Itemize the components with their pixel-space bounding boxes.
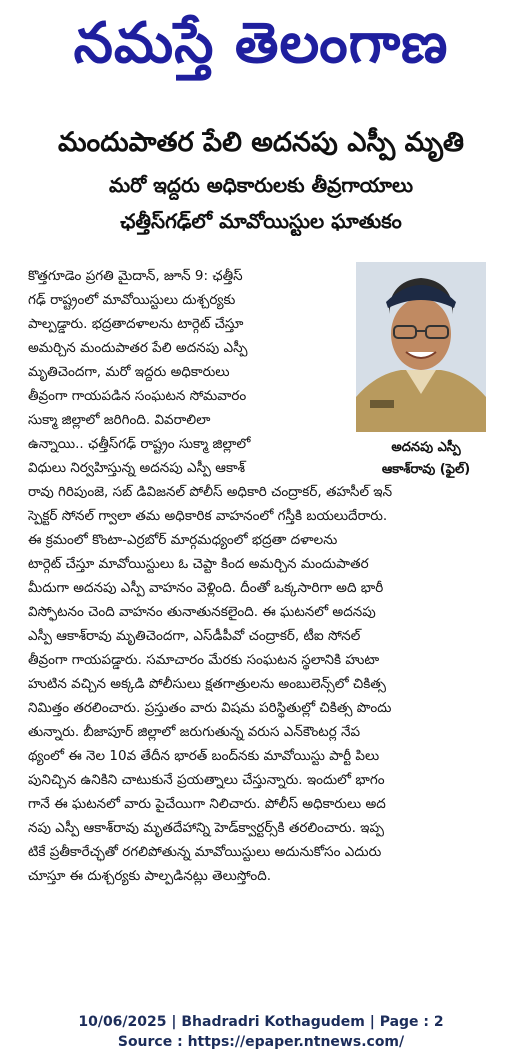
body-line: పాల్పడ్డారు. భద్రతాదళాలను టార్గెట్ చేస్తూ <box>28 316 244 332</box>
footer-edition-info: 10/06/2025 | Bhadradri Kothagudem | Page : 2 <box>78 1014 444 1030</box>
article-headline: మందుపాతర పేలి అదనపు ఎస్పీ మృతి <box>57 127 464 158</box>
body-line: ఈ క్రమంలో కొంటా-ఎర్రబోర్ మార్గమధ్యంలో భద్రతా దళాలను <box>28 532 338 548</box>
body-line: నపు ఎస్పీ ఆకాశ్‌రావు మృతదేహాన్ని హెడ్‌క్వార్టర్స్‌కి తరలించారు. ఇప్ప <box>28 820 384 836</box>
body-line: విస్ఫోటనం చెంది వాహనం తునాతునకలైంది. ఈ ఘటనలో అదనపు <box>28 604 376 620</box>
body-line: థ్యంలో ఈ నెల 10వ తేదీన భారత్ బంద్‌నకు మావోయిస్టు పార్టీ పిలు <box>28 748 380 764</box>
body-line: నిమిత్తం తరలించారు. ప్రస్తుతం వారు విషమ పరిస్థితుల్లో చికిత్స పొందు <box>28 700 392 716</box>
footer-source-link[interactable]: Source : https://epaper.ntnews.com/ <box>117 1034 405 1050</box>
body-line: చూస్తూ ఈ దుశ్చర్యకు పాల్పడినట్లు తెలుస్తోంది. <box>28 868 272 884</box>
body-line: కొత్తగూడెం ప్రగతి మైదాన్, జూన్ 9: ఛత్తీస్ <box>28 268 243 284</box>
body-line: మీదుగా అదనపు ఎస్పీ వాహనం వెళ్లింది. దీంతో ఒక్కసారిగా అది భారీ <box>28 580 384 596</box>
body-line: గానే ఈ ఘటనలో వారు పైచేయిగా నిలిచారు. పోలీస్ అధికారులు అద <box>28 796 386 812</box>
body-line: హుటిన వచ్చిన అక్కడి పోలీసులు క్షతగాత్రులను అంబులెన్స్‌లో చికిత్స <box>28 676 386 692</box>
body-line: పునిచ్చిన ఉనికిని చాటుకునే ప్రయత్నాలు చేస్తున్నారు. ఇందులో భాగం <box>28 772 385 788</box>
article-subhead-1: మరో ఇద్దరు అధికారులకు తీవ్రగాయాలు <box>108 173 414 197</box>
body-line: తీవ్రంగా గాయపడ్డారు. సమాచారం మేరకు సంఘటన స్థలానికి హుటా <box>28 652 380 668</box>
body-line: విధులు నిర్వహిస్తున్న అదనపు ఎస్పీ ఆకాశ్ <box>28 460 246 476</box>
body-line: స్పెక్టర్ సోనల్ గ్వాలా తమ అధికారిక వాహనంలో గస్తీకి బయలుదేరారు. <box>28 508 388 524</box>
body-line: తున్నారు. బీజాపూర్ జిల్లాలో జరుగుతున్న వరుస ఎన్‌కౌంటర్ల నేప <box>28 724 361 740</box>
body-line: తీవ్రంగా గాయపడిన సంఘటన సోమవారం <box>28 388 247 404</box>
body-line: టార్గెట్ చేస్తూ మావోయిస్టులు ఓ చెప్టా కింద అమర్చిన మందుపాతర <box>28 556 369 572</box>
body-line: రావు గిరిపుంజె, సబ్ డివిజనల్ పోలీస్ అధికారి చంద్రాకర్, తహసీల్ ఇన్ <box>28 484 393 500</box>
newspaper-masthead: నమస్తే తెలంగాణ <box>73 10 449 76</box>
body-line: గఢ్ రాష్ట్రంలో మావోయిస్టులు దుశ్చర్యకు <box>28 292 236 308</box>
officer-photo <box>356 262 486 432</box>
body-line: మృతిచెందగా, మరో ఇద్దరు అధికారులు <box>28 364 230 380</box>
photo-caption-name: ఆకాశ్‌రావు (ఫైల్) <box>381 462 471 477</box>
body-line: సుక్మా జిల్లాలో జరిగింది. వివరాలిలా <box>28 412 211 428</box>
photo-caption-title: అదనపు ఎస్పీ <box>391 440 461 455</box>
article-subhead-2: ఛత్తీస్‌గఢ్‌లో మావోయిస్టుల ఘాతుకం <box>120 209 402 233</box>
body-line: టికే ప్రతీకారేచ్ఛతో రగలిపోతున్న మావోయిస్టులు అదునుకోసం ఎదురు <box>28 844 382 860</box>
officer-portrait-image <box>356 262 486 432</box>
body-line: అమర్చిన మందుపాతర పేలి అదనపు ఎస్పీ <box>28 340 248 356</box>
body-line: ఉన్నాయి.. ఛత్తీస్‌గఢ్ రాష్ట్రం సుక్మా జిల్లాలో <box>28 436 251 452</box>
body-line: ఎస్పీ ఆకాశ్‌రావు మృతిచెందగా, ఎస్‌డీపీవో చంద్రాకర్, టీఐ సోనల్ <box>28 628 361 644</box>
